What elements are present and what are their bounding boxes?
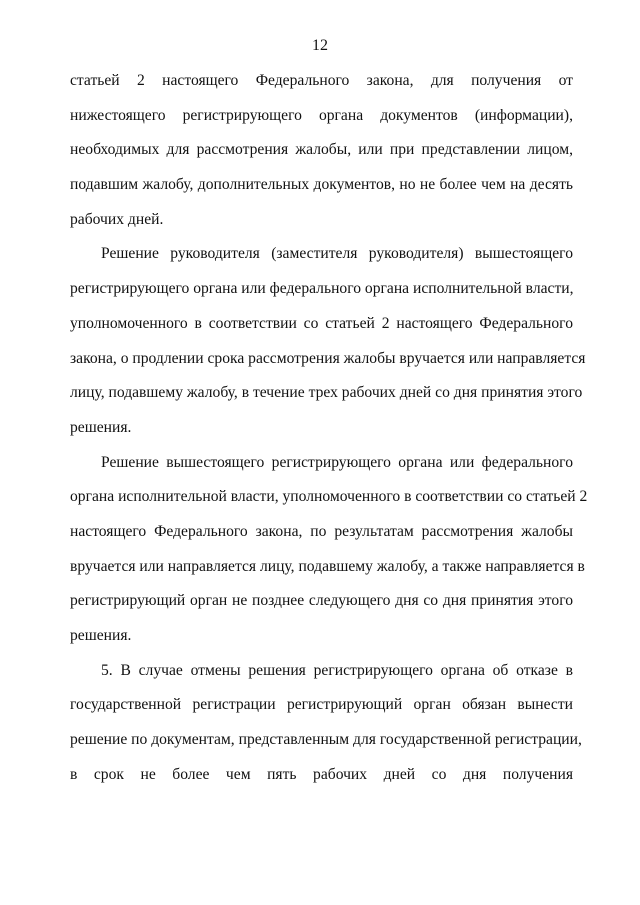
text-line: Решение руководителя (заместителя руководителя) вышестоящего xyxy=(101,245,573,263)
text-line: подавшим жалобу, дополнительных документов, но не более чем на десять xyxy=(70,176,573,194)
text-line: лицу, подавшему жалобу, в течение трех рабочих дней со дня принятия этого xyxy=(70,384,583,402)
page-number: 12 xyxy=(312,37,328,54)
text-line: вручается или направляется лицу, подавшему жалобу, а также направляется в xyxy=(70,557,585,575)
text-line: нижестоящего регистрирующего органа документов (информации), xyxy=(70,106,573,124)
text-line: настоящего Федерального закона, по результатам рассмотрения жалобы xyxy=(70,522,573,540)
text-line: государственной регистрации регистрирующий орган обязан вынести xyxy=(70,696,573,714)
text-line: уполномоченного в соответствии со статьей 2 настоящего Федерального xyxy=(70,314,573,332)
text-line: необходимых для рассмотрения жалобы, или при представлении лицом, xyxy=(70,141,573,159)
text-line: решения. xyxy=(70,418,132,436)
text-line: закона, о продлении срока рассмотрения жалобы вручается или направляется xyxy=(70,349,586,367)
text-line: решения. xyxy=(70,627,132,644)
document-body xyxy=(70,64,588,792)
text-line: рабочих дней. xyxy=(70,210,164,228)
paragraph-3 xyxy=(70,446,588,654)
text-line: органа исполнительной власти, уполномоченного в соответствии со статьей 2 xyxy=(70,488,588,506)
paragraph-4 xyxy=(70,654,582,793)
text-line: решение по документам, представленным для государственной регистрации, xyxy=(70,731,582,749)
paragraph-1 xyxy=(70,64,573,237)
text-line: в срок не более чем пять рабочих дней со дня получения xyxy=(70,765,573,783)
text-line: Решение вышестоящего регистрирующего органа или федерального xyxy=(101,453,573,471)
text-line: регистрирующий орган не позднее следующего дня со дня принятия этого xyxy=(70,592,573,610)
text-line: регистрирующего органа или федерального органа исполнительной власти, xyxy=(70,280,574,298)
paragraph-2 xyxy=(70,237,586,445)
text-line: 5. В случае отмены решения регистрирующего органа об отказе в xyxy=(101,661,573,679)
text-line: статьей 2 настоящего Федерального закона, для получения от xyxy=(70,72,573,89)
